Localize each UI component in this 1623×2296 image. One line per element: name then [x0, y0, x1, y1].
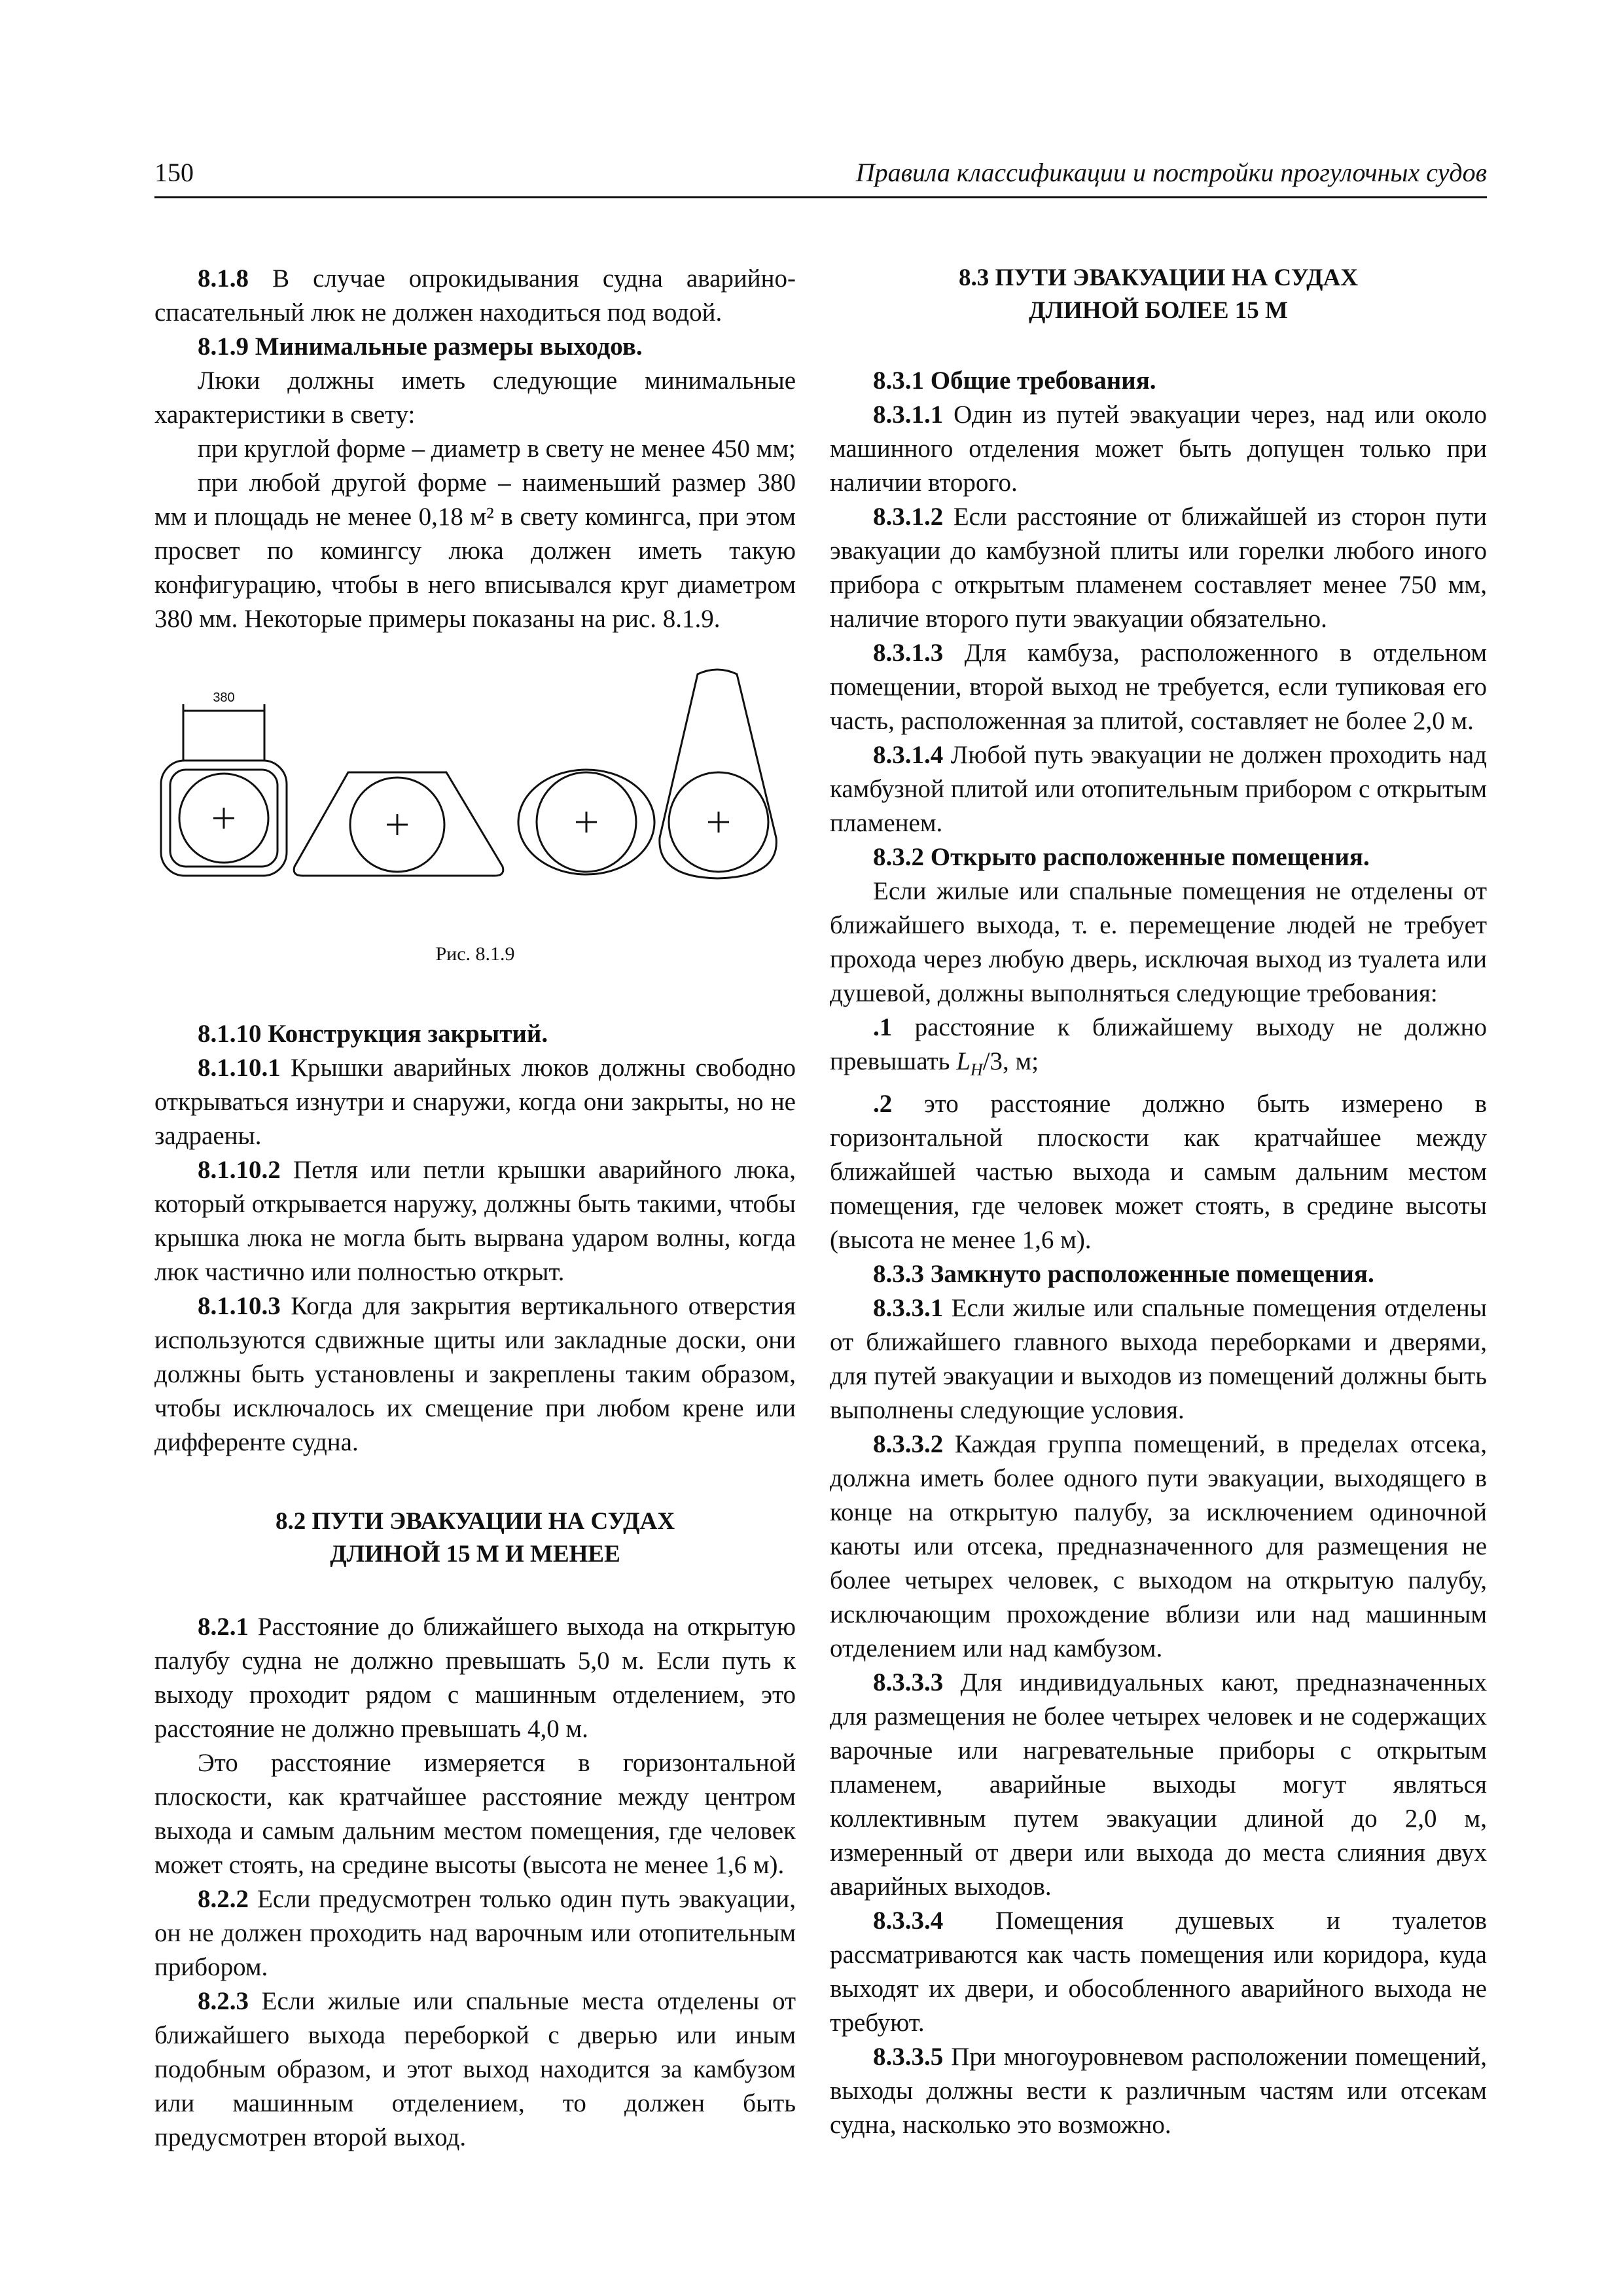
figure-8-1-9 — [154, 668, 796, 923]
clause-number: 8.3.3.1 — [873, 1293, 944, 1322]
clause-number: 8.2.3 — [198, 1987, 249, 2015]
paragraph-8-3-3-1: 8.3.3.1 Если жилые или спальные помещения отделены от ближайшего главного выхода переборками и дверями, для путей эвакуации и выходов из помещений должны быть выполнены следующие условия. — [830, 1293, 1487, 1424]
figure-caption: Рис. 8.1.9 — [435, 943, 515, 965]
heading-8-3-2: 8.3.2 Открыто расположенные помещения. — [873, 843, 1370, 871]
clause-number: 8.1.10.3 — [198, 1292, 281, 1320]
paragraph-8-3-3-2: 8.3.3.2 Каждая группа помещений, в пределах отсека, должна иметь более одного пути эвакуации, выходящего в конце на открытую палубу, за исключением одиночной каюты или отсека, предназначенного для размещения не более четырех человек, с выходом на открытую палубу, исключающим прохождение вблизи или над машинным отделением или над камбузом. — [830, 1429, 1487, 1662]
paragraph-8-1-9: Люки должны иметь следующие минимальные характеристики в свету: — [154, 367, 796, 429]
list-item-2: .2 это расстояние должно быть измерено в горизонтальной плоскости как кратчайшее между ближайшей частью выхода и самым дальним местом помещения, где человек может стоять, в средине высоты (высота не менее 1,6 м). — [830, 1089, 1487, 1254]
list-item-1: .1 расстояние к ближайшему выходу не должно превышать $L_H/3$, м; — [830, 1013, 1487, 1079]
clause-number: 8.2.1 — [198, 1613, 249, 1641]
paragraph-8-3-2: Если жилые или спальные помещения не отделены от ближайшего выхода, т. е. перемещение людей не требует прохода через любую дверь, исключая выход из туалета или душевой, должны выполняться следующие требования: — [830, 877, 1487, 1007]
page-header — [154, 154, 1487, 198]
section-8-2-title-line-2: ДЛИНОЙ 15 М И МЕНЕЕ — [330, 1541, 620, 1568]
paragraph-8-2-3: 8.2.3 Если жилые или спальные места отделены от ближайшего выхода переборкой с дверью или иным подобным образом, и этот выход находится за камбузом или машинным отделением, то должен быть предусмотрен второй выход. — [154, 1987, 796, 2151]
clause-number: 8.3.1.1 — [873, 401, 944, 429]
clause-number: 8.3.3.4 — [873, 1906, 944, 1935]
paragraph-8-3-1-1: 8.3.1.1 Один из путей эвакуации через, над или около машинного отделения может быть допущен только при наличии второго. — [830, 401, 1487, 497]
heading-8-1-10: 8.1.10 Конструкция закрытий. — [198, 1020, 548, 1048]
clause-number: 8.3.1.2 — [873, 503, 944, 531]
paragraph-8-3-3-5: 8.3.3.5 При многоуровневом расположении помещений, выходы должны вести к различным частям или отсекам судна, насколько это возможно. — [830, 2042, 1487, 2139]
hatch-teardrop — [660, 670, 777, 878]
variable-l: L — [956, 1047, 971, 1075]
running-title: Правила классификации и постройки прогулочных судов — [855, 158, 1487, 187]
paragraph-8-2-1: 8.2.1 Расстояние до ближайшего выхода на открытую палубу судна не должно превышать 5,0 м. Если путь к выходу проходит рядом с машинным отделением, это расстояние не должно превышать 4,0 м. — [154, 1613, 796, 1743]
paragraph-8-3-3-4: 8.3.3.4 Помещения душевых и туалетов рассматриваются как часть помещения или коридора, куда выходят их двери, и обособленного аварийного выхода не требуют. — [830, 1906, 1487, 2037]
right-column — [830, 262, 1487, 2142]
clause-number: 8.3.3.2 — [873, 1429, 944, 1458]
clause-number: 8.1.10.1 — [198, 1054, 281, 1082]
paragraph-8-1-10-2: 8.1.10.2 Петля или петли крышки аварийного люка, который открывается наружу, должны быть такими, чтобы крышка люка не могла быть вырвана ударом волны, когда люк частично или полностью открыт. — [154, 1156, 796, 1286]
paragraph-round-form: при круглой форме – диаметр в свету не менее 450 мм; — [198, 435, 796, 463]
left-column — [154, 262, 796, 2155]
paragraph-8-3-1-3: 8.3.1.3 Для камбуза, расположенного в отдельном помещении, второй выход не требуется, если тупиковая его часть, расположенная за плитой, составляет не более 2,0 м. — [830, 639, 1487, 735]
paragraph-8-2-1-continued: Это расстояние измеряется в горизонтальной плоскости, как кратчайшее расстояние между центром выхода и самым дальним местом помещения, где человек может стоять, на средине высоты (высота не менее 1,6 м). — [154, 1749, 796, 1879]
section-8-3-title-line-1: 8.3 ПУТИ ЭВАКУАЦИИ НА СУДАХ — [958, 264, 1359, 291]
section-8-3-title-line-2: ДЛИНОЙ БОЛЕЕ 15 М — [1029, 297, 1288, 324]
paragraph-8-1-10-3: 8.1.10.3 Когда для закрытия вертикального отверстия используются сдвижные щиты или закладные доски, они должны быть установлены и закреплены таким образом, чтобы исключалось их смещение при любом крене или дифференте судна. — [154, 1292, 796, 1456]
paragraph-8-3-1-2: 8.3.1.2 Если расстояние от ближайшей из сторон пути эвакуации до камбузной плиты или горелки любого иного прибора с открытым пламенем составляет менее 750 мм, наличие второго пути эвакуации обязательно. — [830, 503, 1487, 633]
paragraph-8-2-2: 8.2.2 Если предусмотрен только один путь эвакуации, он не должен проходить над варочным или отопительным прибором. — [154, 1885, 796, 1981]
clause-number: 8.1.8 — [198, 264, 249, 293]
paragraph-8-1-8: 8.1.8 В случае опрокидывания судна аварийно-спасательный люк не должен находиться под водой. — [154, 264, 796, 327]
clause-number: 8.1.10.2 — [198, 1156, 281, 1184]
heading-8-1-9: 8.1.9 Минимальные размеры выходов. — [198, 332, 643, 361]
clause-number: 8.3.3.3 — [873, 1668, 944, 1696]
clause-number: 8.2.2 — [198, 1885, 249, 1913]
dimension-label: 380 — [213, 691, 235, 705]
paragraph-8-3-3-3: 8.3.3.3 Для индивидуальных кают, предназначенных для размещения не более четырех человек и не содержащих варочные или нагревательные приборы с открытым пламенем, аварийные выходы могут являться коллективным путем эвакуации длиной до 2,0 м, измеренный от двери или выхода до места слияния двух аварийных выходов. — [830, 1668, 1487, 1901]
clause-number: 8.3.1.4 — [873, 741, 944, 769]
clause-number: 8.3.3.5 — [873, 2042, 944, 2071]
heading-8-3-1: 8.3.1 Общие требования. — [873, 367, 1156, 395]
section-8-2-title-line-1: 8.2 ПУТИ ЭВАКУАЦИИ НА СУДАХ — [275, 1508, 675, 1535]
list-number: .2 — [873, 1089, 893, 1118]
variable-subscript: H — [970, 1060, 983, 1079]
clause-number: 8.3.1.3 — [873, 639, 944, 667]
hatch-shapes-diagram — [154, 668, 796, 923]
paragraph-8-1-10-1: 8.1.10.1 Крышки аварийных люков должны свободно открываться изнутри и снаружи, когда они закрыты, но не задраены. — [154, 1054, 796, 1150]
paragraph-other-form: при любой другой форме – наименьший размер 380 мм и площадь не менее 0,18 м² в свету комингса, при этом просвет по комингсу люка должен иметь такую конфигурацию, чтобы в него вписывался круг диаметром 380 мм. Некоторые примеры показаны на рис. 8.1.9. — [154, 469, 796, 633]
paragraph-8-3-1-4: 8.3.1.4 Любой путь эвакуации не должен проходить над камбузной плитой или отопительным прибором с открытым пламенем. — [830, 741, 1487, 837]
page-number: 150 — [154, 158, 194, 187]
list-number: .1 — [873, 1013, 893, 1041]
heading-8-3-3: 8.3.3 Замкнуто расположенные помещения. — [873, 1259, 1374, 1288]
